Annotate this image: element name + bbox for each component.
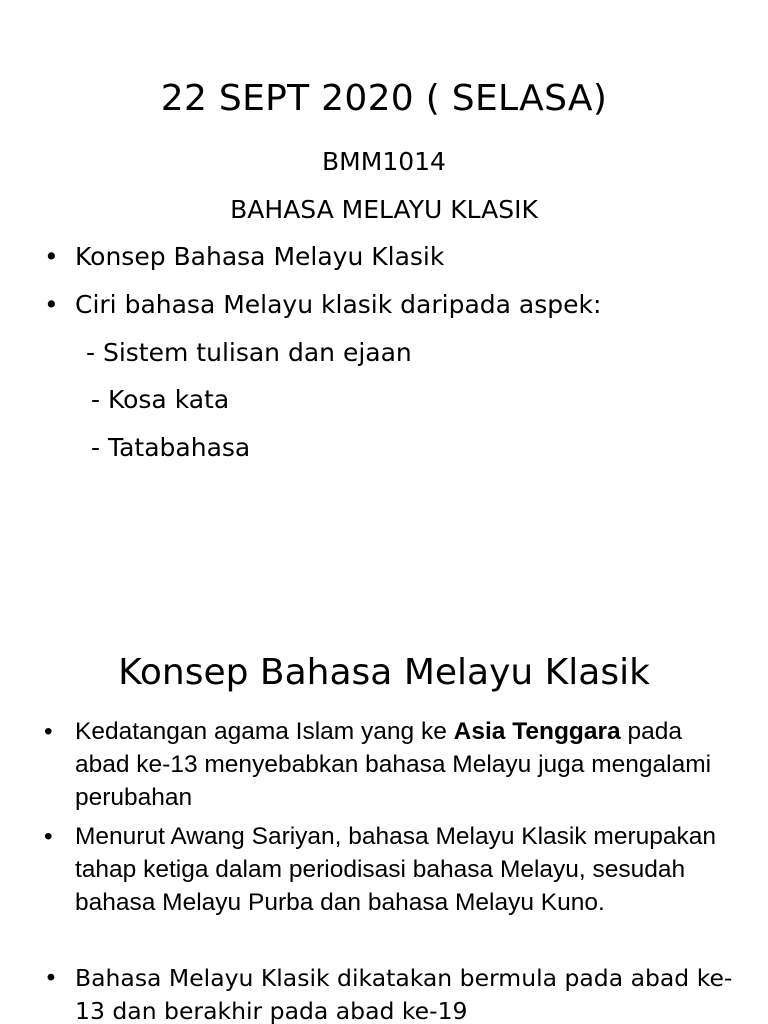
paragraph-text: Bahasa Melayu Klasik dikatakan bermula pada abad ke-13 dan berakhir pada abad ke-19	[75, 964, 733, 1024]
paragraph-text: Kedatangan agama Islam yang ke Asia Tenggara pada abad ke-13 menyebabkan bahasa Melayu juga mengalami perubahan	[75, 718, 712, 811]
slide-2	[0, 600, 768, 1024]
bullet-item	[44, 288, 601, 322]
course-name: BAHASA MELAYU KLASIK	[230, 195, 538, 224]
sub-item: - Kosa kata	[91, 385, 230, 414]
slide-2-title: Konsep Bahasa Melayu Klasik	[118, 652, 650, 694]
bullet-text: Ciri bahasa Melayu klasik daripada aspek:	[75, 290, 602, 319]
bullet-icon: •	[44, 823, 53, 850]
bullet-item	[44, 240, 444, 274]
bullet-icon: •	[44, 718, 53, 745]
sub-item: - Sistem tulisan dan ejaan	[86, 338, 412, 367]
paragraph-item	[44, 820, 734, 919]
bullet-icon: •	[44, 290, 59, 319]
emphasis-text: Asia Tenggara	[453, 718, 621, 745]
course-code: BMM1014	[322, 147, 446, 176]
sub-item: - Tatabahasa	[91, 433, 251, 462]
bullet-icon: •	[44, 242, 59, 271]
bullet-text: Konsep Bahasa Melayu Klasik	[75, 242, 445, 271]
paragraph-text: Menurut Awang Sariyan, bahasa Melayu Klasik merupakan tahap ketiga dalam periodisasi bahasa Melayu, sesudah bahasa Melayu Purba dan bahasa Melayu Kuno.	[75, 823, 716, 916]
paragraph-item	[44, 715, 734, 814]
paragraph-item	[44, 962, 734, 1024]
bullet-icon: •	[44, 964, 58, 992]
slide-1-title: 22 SEPT 2020 ( SELASA)	[160, 78, 608, 120]
